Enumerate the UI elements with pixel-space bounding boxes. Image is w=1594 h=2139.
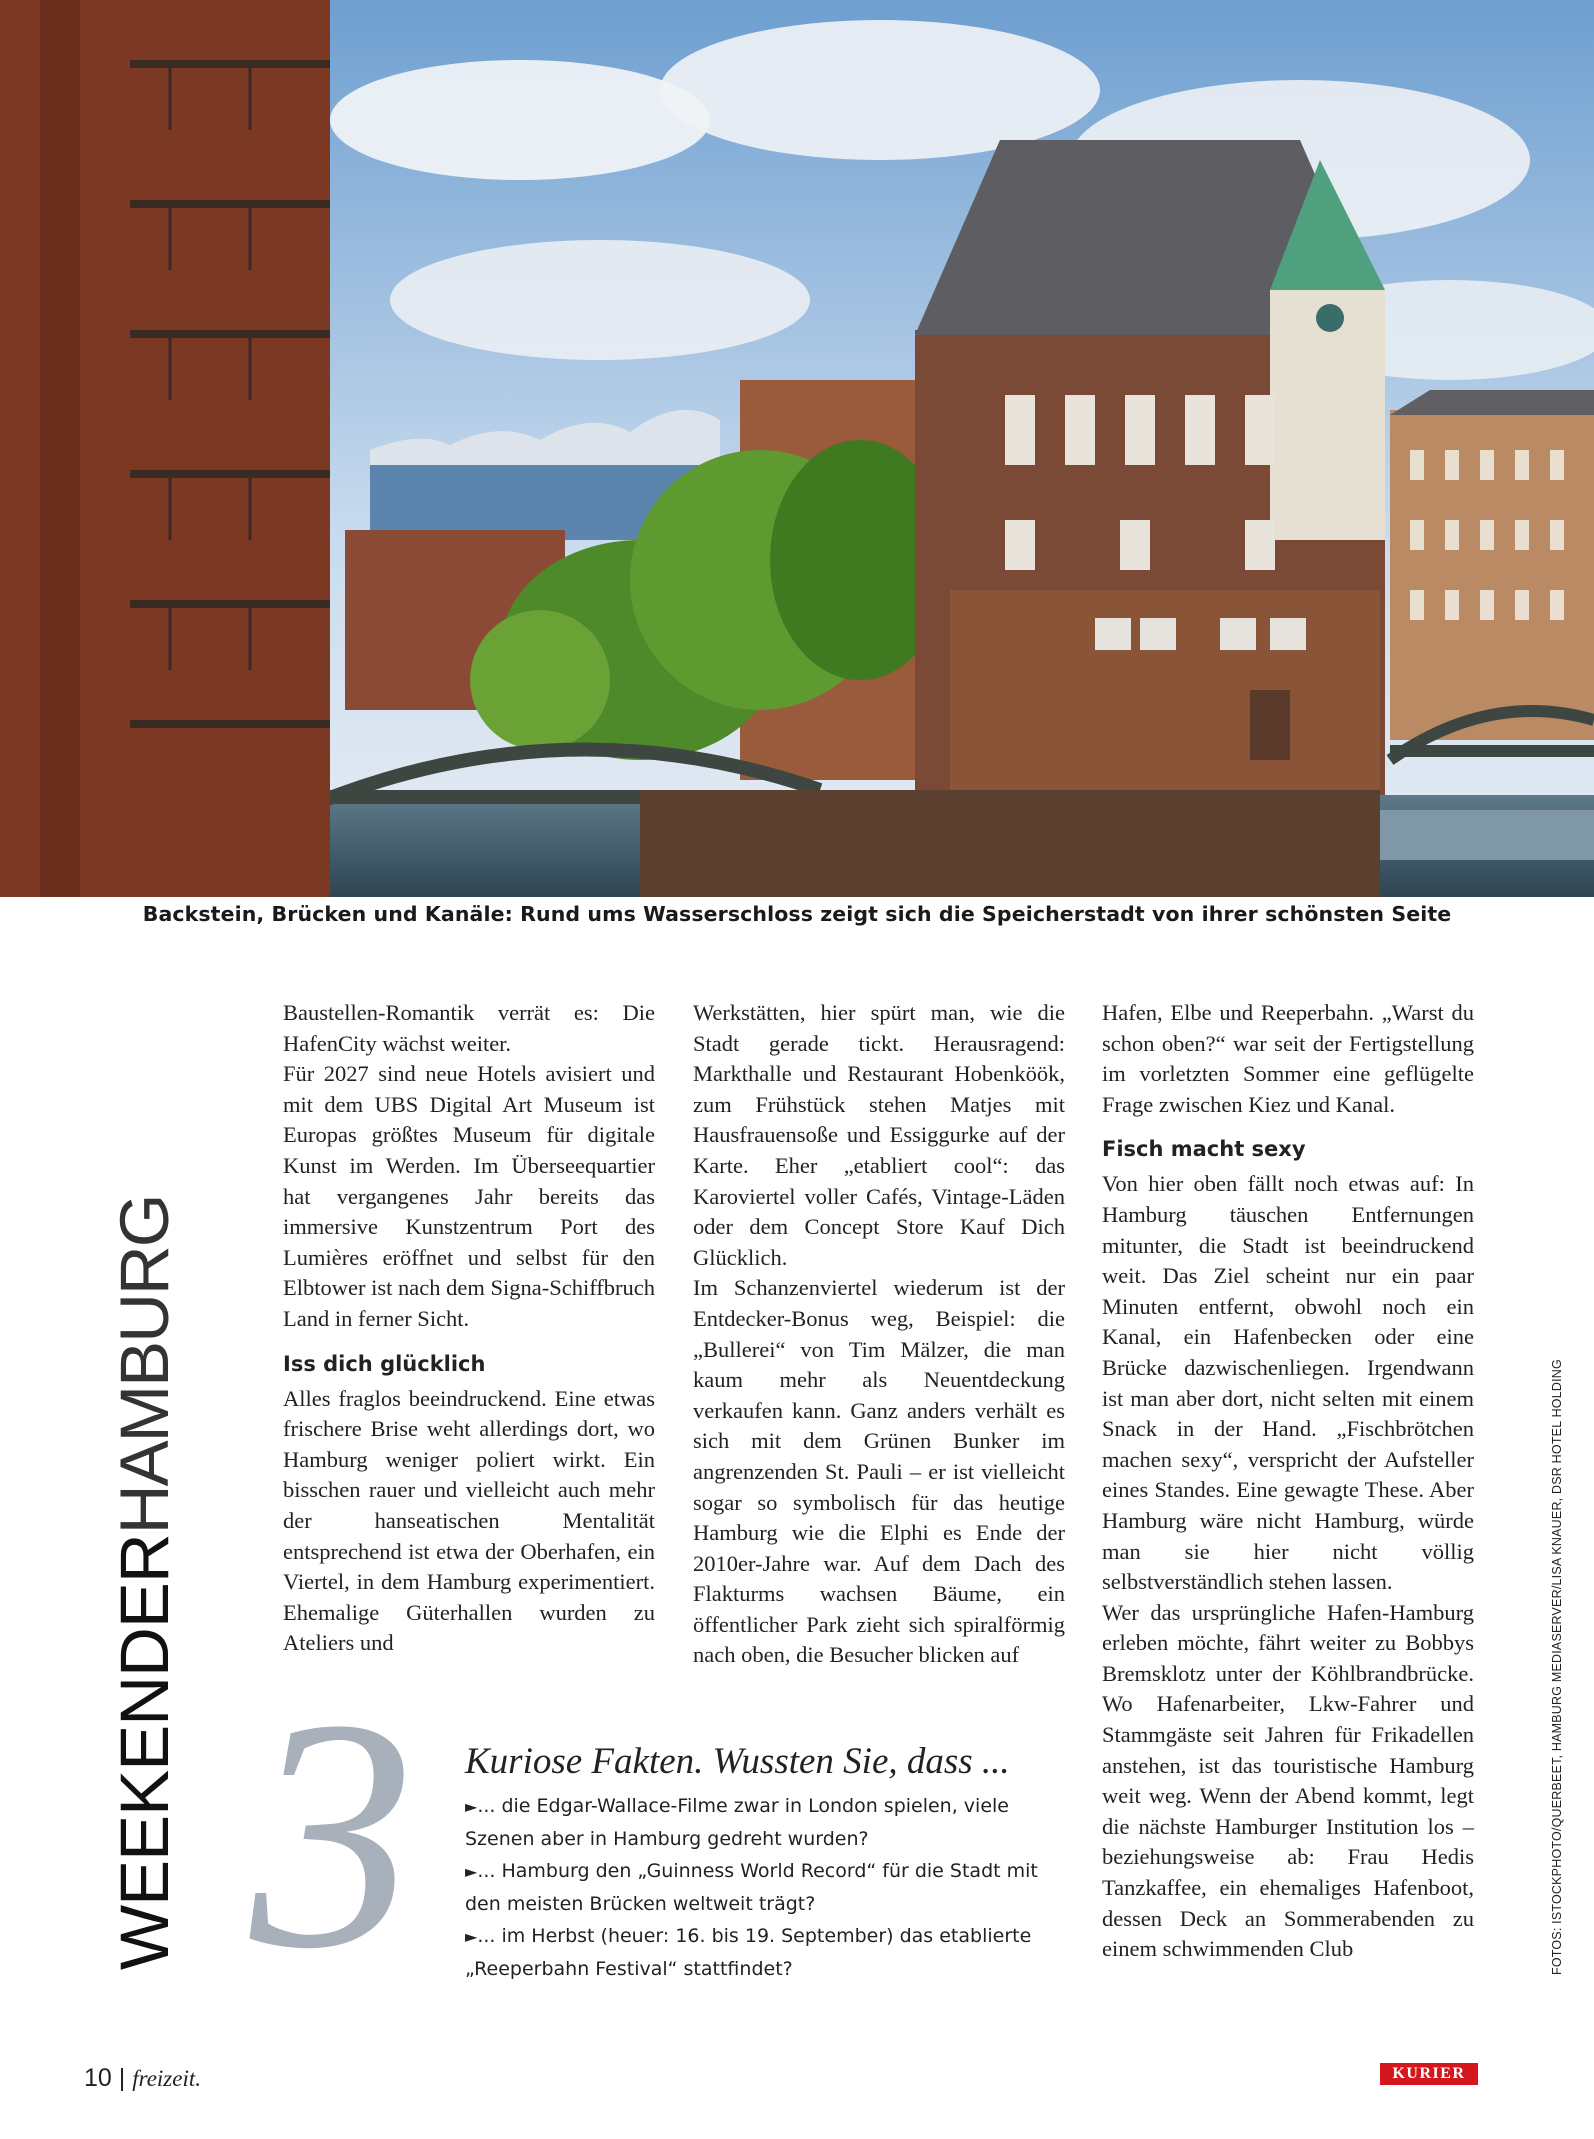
facts-list: [465, 1790, 1065, 1985]
fact-text: ... die Edgar-Wallace-Filme zwar in London spielen, viele Szenen aber in Hamburg gedreht wurden?: [465, 1795, 1009, 1850]
page-number: 10: [84, 2064, 112, 2092]
paragraph: Hafen, Elbe und Reeperbahn. „Warst du schon oben?“ war seit der Fertigstellung im vorletzten Sommer eine geflügelte Frage zwischen Kiez und Kanal.: [1102, 1000, 1474, 1117]
arrow-icon: ►: [465, 1927, 478, 1946]
facts-title: Kuriose Fakten. Wussten Sie, dass ...: [465, 1741, 1010, 1782]
paragraph: Von hier oben fällt noch etwas auf: In Hamburg täuschen Entfernungen mitunter, die Stadt ist beeindruckend weit. Das Ziel scheint nur ein paar Minuten entfernt, obwohl noch ein Kanal, ein Hafenbecken oder eine Brücke dazwischenliegen. Irgendwann ist man aber dort, nicht selten mit einem Snack in der Hand. „Fischbrötchen machen sexy“, verspricht der Aufsteller eines Standes. Eine gewagte These. Aber Hamburg wäre nicht Hamburg, würde man sie hier nicht völlig selbstverständlich stehen lassen.: [1102, 1171, 1474, 1595]
photo-caption: Backstein, Brücken und Kanäle: Rund ums Wasserschloss zeigt sich die Speicherstadt von ihrer schönsten Seite: [142, 902, 1452, 926]
kurier-logo: KURIER: [1380, 2063, 1478, 2085]
section-title-part2: HAMBURG: [106, 1195, 183, 1535]
fact-item: [465, 1790, 1065, 1855]
speicherstadt-illustration: [0, 0, 1594, 897]
fact-text: ... im Herbst (heuer: 16. bis 19. September) das etablierte „Reeperbahn Festival“ stattfindet?: [465, 1925, 1032, 1980]
paragraph: Baustellen-Romantik verrät es: Die HafenCity wächst weiter.: [283, 1000, 655, 1056]
facts-box: [250, 1652, 1070, 2017]
paragraph: Für 2027 sind neue Hotels avisiert und mit dem UBS Digital Art Museum ist Europas größtes Museum für digitale Kunst im Werden. Im Überseequartier hat vergangenes Jahr bereits das immersive Kunstzentrum Port des Lumières eröffnet und selbst für den Elbtower ist nach dem Signa-Schiffbruch Land in ferner Sicht.: [283, 1061, 655, 1331]
section-title: [106, 1140, 183, 1970]
hero-photo: [0, 0, 1594, 897]
article-column-3: [1102, 998, 1474, 1965]
article-column-1: [283, 998, 655, 1659]
photo-credit: FOTOS: ISTOCKPHOTO/QUERBEET, HAMBURG MEDIASERVER/LISA KNAUER, DSR HOTEL HOLDING: [1550, 1359, 1564, 1975]
paragraph: Alles fraglos beeindruckend. Eine etwas frischere Brise weht allerdings dort, wo Hamburg weniger poliert wirkt. Ein bisschen rauer und vielleicht auch mehr der hanseatischen Mentalität entsprechend ist etwa der Oberhafen, ein Viertel, in dem Hamburg experimentiert. Ehemalige Güterhallen wurden zu Ateliers und: [283, 1385, 655, 1656]
subheading: Iss dich glücklich: [283, 1351, 486, 1376]
fact-item: [465, 1920, 1065, 1985]
fact-item: [465, 1855, 1065, 1920]
arrow-icon: ►: [465, 1797, 478, 1816]
subheading: Fisch macht sexy: [1102, 1137, 1306, 1162]
paragraph: Werkstätten, hier spürt man, wie die Stadt gerade tickt. Herausragend: Markthalle und Restaurant Hobenköök, zum Frühstück stehen Matjes mit Hausfrauensoße und Essiggurke auf der Karte. Eher „etabliert cool“: das Karoviertel voller Cafés, Vintage-Läden oder dem Concept Store Kauf Dich Glücklich.: [693, 1000, 1065, 1270]
page-footer: [84, 2064, 201, 2093]
magazine-brand: freizeit.: [132, 2066, 201, 2091]
fact-text: ... Hamburg den „Guinness World Record“ für die Stadt mit den meisten Brücken weltweit trägt?: [465, 1860, 1038, 1915]
arrow-icon: ►: [465, 1862, 478, 1881]
paragraph: Wer das ursprüngliche Hafen-Hamburg erleben möchte, fährt weiter zu Bobbys Bremsklotz unter der Köhlbrandbrücke. Wo Hafenarbeiter, Lkw-Fahrer und Stammgäste seit Jahren für Frikadellen anstehen, ist das touristische Hamburg weit weg. Wenn der Abend kommt, legt die nächste Hamburger Institution los – beziehungsweise ab: Frau Hedis Tanzkaffee, ein ehemaliges Hafenboot, dessen Deck an Sommerabenden zu einem schwimmenden Club: [1102, 1599, 1474, 1962]
section-title-part1: WEEKENDER: [106, 1534, 183, 1970]
article-column-2: [693, 998, 1065, 1671]
facts-number: 3: [250, 1652, 415, 2017]
footer-separator: |: [118, 2064, 126, 2092]
paragraph: Im Schanzenviertel wiederum ist der Entdecker-Bonus weg, Beispiel: die „Bullerei“ von Tim Mälzer, die man kaum mehr als Neuentdeckung verkaufen kann. Ganz anders verhält es sich mit dem Grünen Bunker im angrenzenden St. Pauli – er ist vielleicht sogar so symbolisch für das heutige Hamburg wie die Elphi es Ende der 2010er-Jahre war. Auf dem Dach des Flakturms wachsen Bäume, ein öffentlicher Park zieht sich spiralförmig nach oben, die Besucher blicken auf: [693, 1275, 1065, 1668]
